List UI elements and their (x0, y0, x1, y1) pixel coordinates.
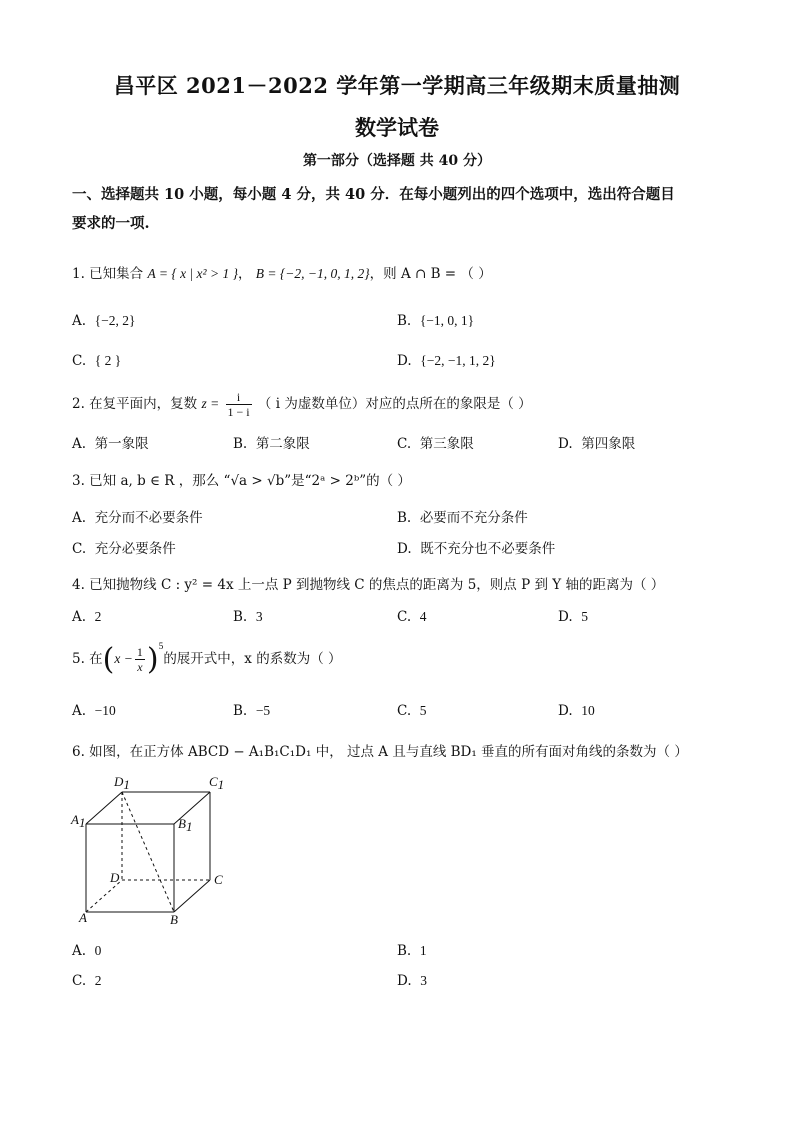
option-label: D. (397, 541, 412, 557)
option-text: {−2, 2} (94, 313, 136, 328)
question-1 (72, 262, 492, 282)
q1-comma: ， (237, 266, 252, 282)
q4-option-b[interactable] (233, 609, 263, 625)
q2-option-d[interactable] (558, 432, 635, 452)
q5-frac-den: x (137, 660, 143, 674)
q3-option-c[interactable] (72, 537, 176, 557)
q1-stem: 1. 已知集合 (72, 266, 144, 282)
q5-stem: 5. 在 (72, 651, 103, 667)
q4-option-d[interactable] (558, 609, 588, 625)
q3-option-d[interactable] (397, 537, 555, 557)
q2-option-a[interactable] (72, 432, 149, 452)
option-text: 2 (94, 973, 102, 988)
q3-option-b[interactable] (397, 506, 528, 526)
option-label: A. (72, 436, 87, 452)
option-text: 10 (581, 703, 595, 718)
question-6: 6. 如图，在正方体 ABCD − A₁B₁C₁D₁ 中， 过点 A 且与直线 BD₁ 垂直的所有面对角线的条数为（ ） (72, 744, 688, 760)
option-text: {−1, 0, 1} (419, 313, 475, 328)
q5-option-c[interactable] (397, 703, 426, 719)
option-label: D. (558, 609, 573, 625)
q6-option-b[interactable] (397, 943, 427, 959)
exam-subtitle: 数学试卷 (355, 115, 439, 140)
q5-fraction (135, 645, 145, 674)
q6-option-d[interactable] (397, 973, 427, 989)
option-label: B. (397, 943, 412, 959)
option-label: D. (397, 353, 412, 369)
q1-option-d[interactable] (397, 353, 496, 369)
option-text: 3 (255, 609, 263, 624)
q5-option-b[interactable] (233, 703, 270, 719)
question-3: 3. 已知 a, b ∈ R ，那么 “√a > √b”是“2ᵃ > 2ᵇ”的（ ） (72, 473, 411, 489)
edge-b-c (174, 880, 210, 912)
option-text: 2 (94, 609, 102, 624)
option-text: 第三象限 (419, 436, 474, 452)
question-2 (72, 390, 532, 419)
q2-stem: 2. 在复平面内，复数 (72, 396, 198, 412)
label-a1: A1 (71, 812, 86, 830)
option-text: 第四象限 (581, 436, 636, 452)
edge-a1-d1 (86, 792, 122, 824)
q5-expr: x − (114, 651, 133, 666)
q5-left-paren: ( (102, 642, 115, 677)
option-label: C. (397, 609, 412, 625)
option-label: A. (72, 510, 87, 526)
option-text: 5 (581, 609, 588, 624)
option-text: 第一象限 (94, 436, 149, 452)
label-c1: C1 (209, 774, 225, 792)
option-label: B. (233, 703, 248, 719)
cube-figure (68, 772, 238, 932)
q5-option-d[interactable] (558, 703, 595, 719)
exam-title: 昌平区 2021－2022 学年第一学期高三年级期末质量抽测 (113, 73, 681, 98)
label-b1: B1 (178, 816, 193, 834)
label-b: B (170, 912, 178, 927)
label-a: A (79, 910, 87, 925)
option-text: 既不充分也不必要条件 (420, 541, 556, 557)
diagonal-bd1 (122, 792, 174, 912)
q5-tail: 的展开式中，x 的系数为（ ） (163, 651, 342, 667)
option-text: 必要而不充分条件 (419, 510, 528, 526)
q1-tail: ，则 A ∩ B = （ ） (369, 266, 492, 282)
option-label: C. (72, 541, 87, 557)
label-c: C (214, 872, 223, 887)
instructions-line-2: 要求的一项. (72, 215, 150, 232)
option-text: 4 (419, 609, 427, 624)
q1-set-a: A = { x | x² > 1 } (147, 266, 238, 281)
q1-option-b[interactable] (397, 313, 474, 329)
label-d1: D1 (114, 774, 130, 792)
q1-option-a[interactable] (72, 313, 135, 329)
option-text: −5 (255, 703, 271, 718)
q2-option-b[interactable] (233, 432, 310, 452)
option-label: D. (397, 973, 412, 989)
option-label: B. (397, 313, 412, 329)
q2-frac-den: 1 − i (227, 405, 250, 419)
option-text: 第二象限 (255, 436, 310, 452)
option-label: A. (72, 609, 87, 625)
option-text: {−2, −1, 1, 2} (420, 353, 496, 368)
q1-option-c[interactable] (72, 353, 121, 369)
option-label: B. (397, 510, 412, 526)
q5-right-paren: ) (146, 642, 159, 677)
option-text: { 2 } (94, 353, 122, 368)
option-label: C. (397, 436, 412, 452)
q2-fraction (226, 390, 252, 419)
option-text: −10 (94, 703, 116, 718)
q3-option-a[interactable] (72, 506, 203, 526)
option-text: 3 (420, 973, 427, 988)
instructions-line-1: 一、选择题共 10 小题，每小题 4 分，共 40 分．在每小题列出的四个选项中，选出符合题目 (72, 186, 675, 203)
option-label: C. (397, 703, 412, 719)
option-label: A. (72, 313, 87, 329)
part-heading: 第一部分（选择题 共 40 分） (302, 153, 492, 169)
question-4: 4. 已知抛物线 C : y² = 4x 上一点 P 到抛物线 C 的焦点的距离为 5，则点 P 到 Y 轴的距离为（ ） (72, 577, 665, 593)
q2-option-c[interactable] (397, 432, 474, 452)
q5-frac-num: 1 (136, 645, 143, 659)
q6-option-c[interactable] (72, 973, 101, 989)
option-text: 0 (94, 943, 102, 958)
label-d: D (110, 870, 120, 885)
q5-option-a[interactable] (72, 703, 116, 719)
option-label: D. (558, 436, 573, 452)
q4-option-c[interactable] (397, 609, 426, 625)
question-5 (72, 642, 342, 677)
option-label: A. (72, 943, 87, 959)
option-label: C. (72, 353, 87, 369)
q1-set-b: B = {−2, −1, 0, 1, 2} (255, 266, 370, 281)
q2-lhs: z = (201, 396, 220, 411)
q6-option-a[interactable] (72, 943, 101, 959)
option-label: D. (558, 703, 573, 719)
option-label: B. (233, 609, 248, 625)
q5-power: 5 (158, 642, 164, 652)
option-text: 1 (419, 943, 427, 958)
option-label: A. (72, 703, 87, 719)
q2-frac-num: i (226, 390, 252, 405)
option-text: 充分必要条件 (94, 541, 176, 557)
option-text: 充分而不必要条件 (94, 510, 203, 526)
q2-tail: （ i 为虚数单位）对应的点所在的象限是（ ） (257, 396, 532, 412)
option-label: B. (233, 436, 248, 452)
option-label: C. (72, 973, 87, 989)
option-text: 5 (419, 703, 427, 718)
q4-option-a[interactable] (72, 609, 101, 625)
